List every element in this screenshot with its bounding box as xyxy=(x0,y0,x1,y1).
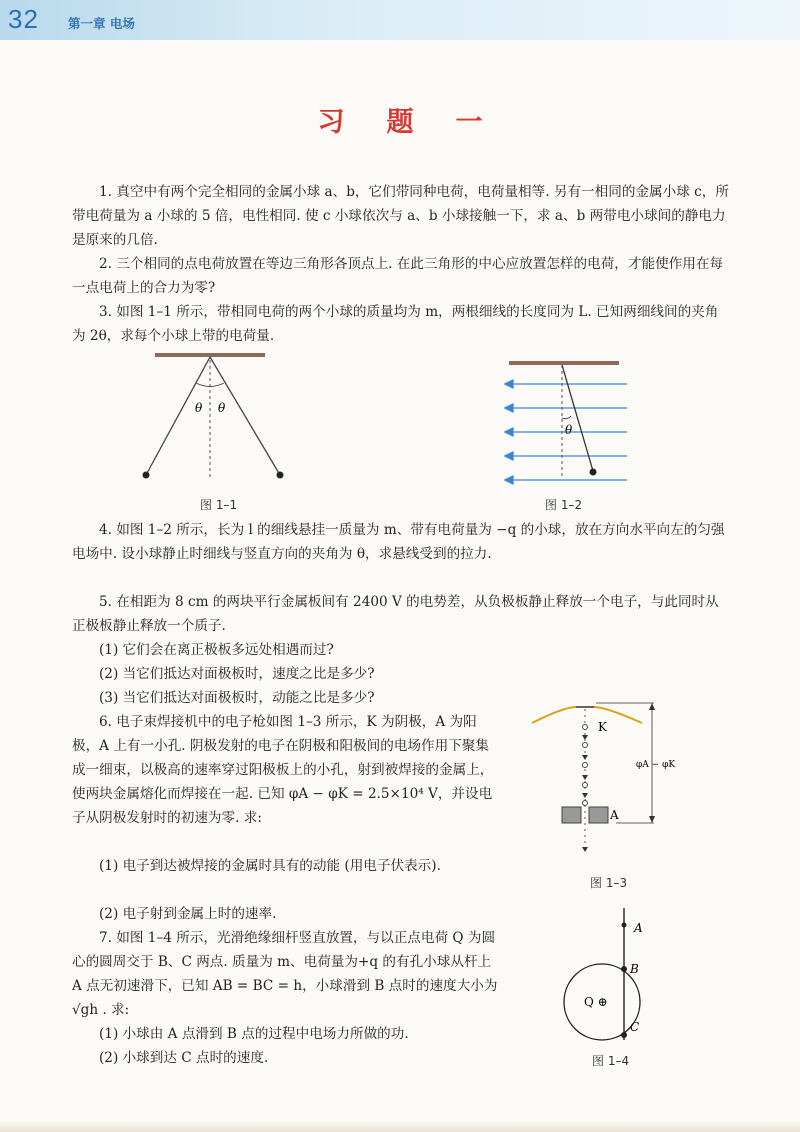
caption-1-4: 图 1–4 xyxy=(592,1054,630,1068)
problem-5-2: (2) 当它们抵达对面极板时，速度之比是多少? xyxy=(99,666,375,682)
problem-3: 3. 如图 1–1 所示，带相同电荷的两个小球的质量均为 m，两根细线的长度同为 L. 已知两细线间的夹角为 2θ，求每个小球上带的电荷量. xyxy=(72,304,719,344)
ball xyxy=(590,469,597,476)
anode-left xyxy=(562,807,581,823)
label-q: Q ⊕ xyxy=(584,995,608,1009)
label-b: B xyxy=(630,962,639,976)
label-a: A xyxy=(610,808,619,822)
theta-left: θ xyxy=(195,401,203,415)
theta-right: θ xyxy=(218,401,226,415)
figure-1-3 xyxy=(524,695,694,865)
caption-1-3: 图 1–3 xyxy=(590,876,628,890)
thread xyxy=(562,365,593,471)
figure-1-2 xyxy=(497,358,637,488)
ceiling-bar xyxy=(155,353,265,357)
problem-1: 1. 真空中有两个完全相同的金属小球 a、b，它们带同种电荷，电荷量相等. 另有一相同的金属小球 c，所带电荷量为 a 小球的 5 倍，电性相同. 使 c 小球依次与 a、b 小球接触一下，求 a、b 两带电小球间的静电力是原来的几倍. xyxy=(72,184,729,248)
problem-2: 2. 三个相同的点电荷放置在等边三角形各顶点上. 在此三角形的中心应放置怎样的电荷，才能使作用在每一点电荷上的合力为零? xyxy=(72,256,724,296)
right-ball xyxy=(277,472,284,479)
problem-6: 6. 电子束焊接机中的电子枪如图 1–3 所示，K 为阴极，A 为阳极，A 上有一小孔. 阴极发射的电子在阴极和阳极间的电场作用下聚集成一细束，以极高的速率穿过阳极板上的小孔，射到被焊接的金属上，使两块金属熔化而焊接在一起. 已知 φA − φK = 2.5×10⁴ V，并设电子从阴极发射时的初速为零. 求: xyxy=(72,714,494,826)
theta: θ xyxy=(565,423,573,437)
page-number: 32 xyxy=(8,4,39,34)
point-c xyxy=(621,1032,627,1038)
right-thread xyxy=(210,357,280,475)
left-ball xyxy=(143,472,150,479)
ceiling-bar xyxy=(509,361,619,365)
section-title: 习题一 xyxy=(317,107,525,138)
figure-1-1 xyxy=(130,350,300,490)
left-thread xyxy=(146,357,210,475)
problem-7: 7. 如图 1–4 所示，光滑绝缘细杆竖直放置，与以正点电荷 Q 为圆心的圆周交于 B、C 两点. 质量为 m、电荷量为+q 的有孔小球从杆上 A 点无初速滑下，已知 AB = BC = h，小球滑到 B 点时的速度大小为 √gh . 求: xyxy=(72,930,498,1018)
problem-6-1: (1) 电子到达被焊接的金属时具有的动能 (用电子伏表示). xyxy=(99,858,441,874)
point-b xyxy=(621,966,627,972)
problem-6-2: (2) 电子射到金属上时的速率. xyxy=(99,906,277,922)
problem-7-2: (2) 小球到达 C 点时的速度. xyxy=(99,1050,269,1066)
problem-5: 5. 在相距为 8 cm 的两块平行金属板间有 2400 V 的电势差，从负极板静止释放一个电子，与此同时从正极板静止释放一个质子. xyxy=(72,594,719,634)
problem-4: 4. 如图 1–2 所示，长为 l 的细线悬挂一质量为 m、带有电荷量为 −q 的小球，放在方向水平向左的匀强电场中. 设小球静止时细线与竖直方向的夹角为 θ，求悬线受到的拉力. xyxy=(72,522,725,562)
label-phi: φA − φK xyxy=(636,760,676,770)
caption-1-2: 图 1–2 xyxy=(545,498,583,512)
page-bottom-strip xyxy=(0,1120,800,1132)
problem-7-1: (1) 小球由 A 点滑到 B 点的过程中电场力所做的功. xyxy=(99,1026,409,1042)
label-a: A xyxy=(634,921,643,935)
point-a xyxy=(622,923,627,928)
page-header xyxy=(0,0,800,42)
figure-1-4 xyxy=(550,905,690,1045)
problem-5-1: (1) 它们会在离正极板多远处相遇而过? xyxy=(99,642,334,658)
caption-1-1: 图 1–1 xyxy=(200,498,238,512)
label-c: C xyxy=(630,1020,640,1034)
label-k: K xyxy=(598,720,607,734)
problem-5-3: (3) 当它们抵达对面极板时，动能之比是多少? xyxy=(99,690,375,706)
left-arc xyxy=(532,707,576,723)
anode-right xyxy=(589,807,608,823)
chapter-title: 第一章 电场 xyxy=(68,16,135,31)
angle-arc xyxy=(562,416,571,419)
